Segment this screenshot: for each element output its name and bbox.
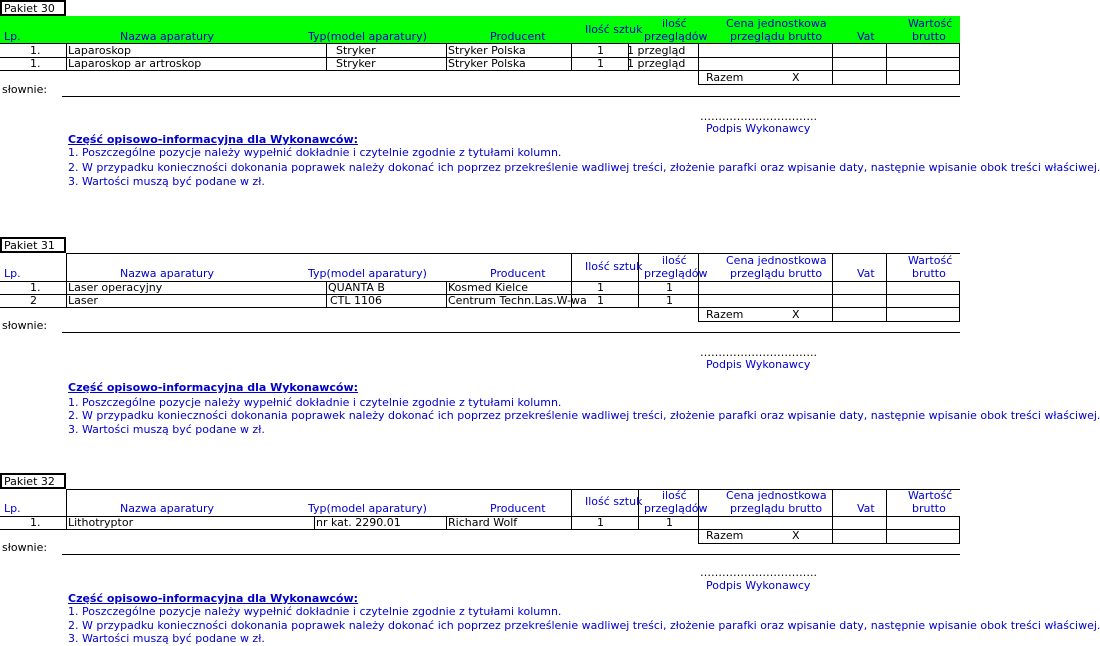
col-header-typ: Typ(model aparatury)	[308, 30, 427, 43]
col-header-lp: Lp.	[4, 502, 21, 515]
table-row-typ: nr kat. 2290.01	[316, 516, 401, 529]
col-header-wartosc-bottom: brutto	[912, 30, 946, 43]
slownie-label: słownie:	[2, 83, 48, 96]
info-line-3: 3. Wartości muszą być podane w zł.	[68, 423, 265, 436]
table-row-typ: CTL 1106	[330, 294, 383, 307]
col-header-typ: Typ(model aparatury)	[308, 502, 427, 515]
pakiet-title: Pakiet 31	[4, 239, 55, 252]
col-header-wartosc-bottom: brutto	[912, 267, 946, 280]
col-header-ilosc-bottom: przeglądów	[644, 30, 708, 43]
table-row-sztuk: 1	[597, 516, 604, 529]
info-line-2: 2. W przypadku konieczności dokonania poprawek należy dokonać ich poprzez przekreślenie wadliwej treści, złożenie parafki oraz wpisanie daty, następnie wpisanie obok treści właściwej.	[68, 161, 1100, 174]
razem-label: Razem	[706, 529, 744, 542]
info-title: Część opisowo-informacyjna dla Wykonawców:	[68, 133, 359, 146]
razem-label: Razem	[706, 71, 744, 84]
table-row-typ: Stryker	[336, 57, 376, 70]
razem-x: X	[792, 71, 800, 84]
col-header-ilosc-sztuk: Ilość sztuk	[585, 23, 643, 36]
col-header-ilosc-bottom: przeglądów	[644, 502, 708, 515]
signature-dots: …………………………..	[700, 566, 817, 579]
table-row-lp: 1.	[30, 516, 41, 529]
pakiet-title: Pakiet 32	[4, 475, 55, 488]
signature-dots: …………………………..	[700, 346, 817, 359]
table-row-sztuk: 1	[597, 44, 604, 57]
col-header-lp: Lp.	[4, 30, 21, 43]
signature-dots: …………………………..	[700, 110, 817, 123]
col-header-vat: Vat	[857, 267, 875, 280]
table-row-nazwa: Laser	[68, 294, 98, 307]
col-header-producent: Producent	[490, 30, 546, 43]
table-row-producent: Kosmed Kielce	[448, 281, 528, 294]
col-header-wartosc-top: Wartość	[908, 254, 953, 267]
table-row-nazwa: Laparoskop ar artroskop	[68, 57, 202, 70]
razem-x: X	[792, 529, 800, 542]
col-header-cena-bottom: przeglądu brutto	[730, 267, 823, 280]
table-row-nazwa: Lithotryptor	[68, 516, 134, 529]
table-row-lp: 2	[30, 294, 37, 307]
table-row-sztuk: 1	[597, 281, 604, 294]
table-row-typ: QUANTA B	[328, 281, 385, 294]
col-header-ilosc-sztuk: Ilość sztuk	[585, 495, 643, 508]
table-row-typ: Stryker	[336, 44, 376, 57]
col-header-cena-bottom: przeglądu brutto	[730, 30, 823, 43]
info-line-1: 1. Poszczególne pozycje należy wypełnić dokładnie i czytelnie zgodnie z tytułami kolumn.	[68, 396, 562, 409]
table-row-przegladow: 1	[666, 281, 673, 294]
col-header-typ: Typ(model aparatury)	[308, 267, 427, 280]
table-row-przegladow: 1	[666, 516, 673, 529]
col-header-nazwa: Nazwa aparatury	[120, 30, 215, 43]
info-line-3: 3. Wartości muszą być podane w zł.	[68, 632, 265, 645]
col-header-wartosc-top: Wartość	[908, 489, 953, 502]
table-row-producent: Stryker Polska	[448, 57, 526, 70]
col-header-ilosc-top: ilość	[662, 489, 687, 502]
info-line-1: 1. Poszczególne pozycje należy wypełnić dokładnie i czytelnie zgodnie z tytułami kolumn.	[68, 605, 562, 618]
table-row-nazwa: Laparoskop	[68, 44, 132, 57]
table-row-lp: 1.	[30, 57, 41, 70]
razem-label: Razem	[706, 308, 744, 321]
table-row-przegladow: 1 przegląd	[627, 44, 686, 57]
info-line-2: 2. W przypadku konieczności dokonania poprawek należy dokonać ich poprzez przekreślenie wadliwej treści, złożenie parafki oraz wpisanie daty, następnie wpisanie obok treści właściwej.	[68, 619, 1100, 632]
info-line-1: 1. Poszczególne pozycje należy wypełnić dokładnie i czytelnie zgodnie z tytułami kolumn.	[68, 146, 562, 159]
table-row-lp: 1.	[30, 281, 41, 294]
pakiet-title: Pakiet 30	[4, 2, 55, 15]
col-header-ilosc-bottom: przeglądów	[644, 267, 708, 280]
col-header-cena-top: Cena jednostkowa	[726, 17, 827, 30]
table-row-przegladow: 1 przegląd	[627, 57, 686, 70]
podpis-wykonawcy: Podpis Wykonawcy	[706, 122, 811, 135]
col-header-vat: Vat	[857, 502, 875, 515]
col-header-cena-top: Cena jednostkowa	[726, 489, 827, 502]
info-title: Część opisowo-informacyjna dla Wykonawców:	[68, 381, 359, 394]
table-row-sztuk: 1	[597, 294, 604, 307]
col-header-cena-bottom: przeglądu brutto	[730, 502, 823, 515]
col-header-wartosc-top: Wartość	[908, 17, 953, 30]
col-header-producent: Producent	[490, 267, 546, 280]
table-row-lp: 1.	[30, 44, 41, 57]
table-row-producent: Centrum Techn.Las.W-wa	[448, 294, 587, 307]
info-title: Część opisowo-informacyjna dla Wykonawców:	[68, 592, 359, 605]
table-row-nazwa: Laser operacyjny	[68, 281, 163, 294]
col-header-nazwa: Nazwa aparatury	[120, 502, 215, 515]
slownie-label: słownie:	[2, 541, 48, 554]
col-header-cena-top: Cena jednostkowa	[726, 254, 827, 267]
table-row-producent: Richard Wolf	[448, 516, 518, 529]
col-header-wartosc-bottom: brutto	[912, 502, 946, 515]
razem-x: X	[792, 308, 800, 321]
podpis-wykonawcy: Podpis Wykonawcy	[706, 579, 811, 592]
col-header-producent: Producent	[490, 502, 546, 515]
info-line-3: 3. Wartości muszą być podane w zł.	[68, 175, 265, 188]
col-header-ilosc-top: ilość	[662, 17, 687, 30]
col-header-nazwa: Nazwa aparatury	[120, 267, 215, 280]
table-row-przegladow: 1	[666, 294, 673, 307]
col-header-vat: Vat	[857, 30, 875, 43]
col-header-lp: Lp.	[4, 267, 21, 280]
col-header-ilosc-sztuk: Ilość sztuk	[585, 260, 643, 273]
table-row-producent: Stryker Polska	[448, 44, 526, 57]
table-row-sztuk: 1	[597, 57, 604, 70]
col-header-ilosc-top: ilość	[662, 254, 687, 267]
slownie-label: słownie:	[2, 319, 48, 332]
podpis-wykonawcy: Podpis Wykonawcy	[706, 358, 811, 371]
info-line-2: 2. W przypadku konieczności dokonania poprawek należy dokonać ich poprzez przekreślenie wadliwej treści, złożenie parafki oraz wpisanie daty, następnie wpisanie obok treści właściwej.	[68, 409, 1100, 422]
